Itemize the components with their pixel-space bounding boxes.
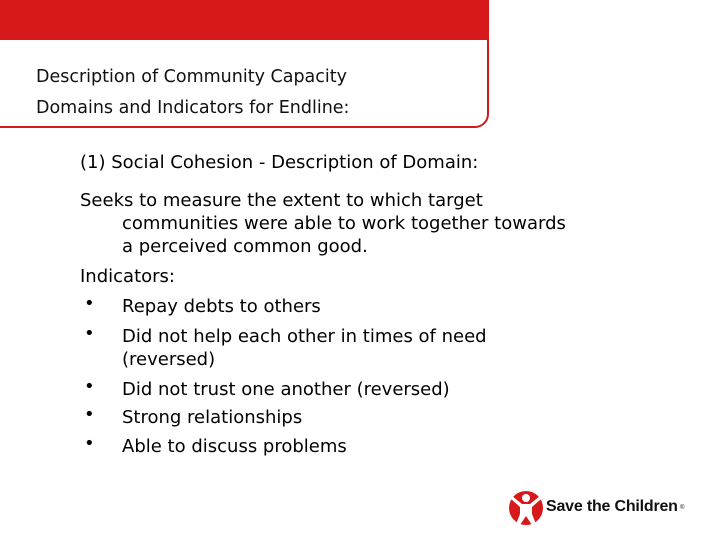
header-red-band <box>0 0 489 40</box>
indicator-2-continuation: (reversed) <box>122 349 216 370</box>
child-figure-icon <box>508 486 544 530</box>
bullet-icon: • <box>84 404 95 425</box>
description-line-2: communities were able to work together towards <box>122 213 566 234</box>
slide-title <box>36 62 349 124</box>
description-line-1: Seeks to measure the extent to which target <box>80 190 483 211</box>
slide-title-line-2: Domains and Indicators for Endline: <box>36 98 350 118</box>
indicator-4: Strong relationships <box>122 407 303 428</box>
bullet-icon: • <box>84 293 95 314</box>
bullet-icon: • <box>84 323 95 344</box>
bullet-icon: • <box>84 376 95 397</box>
indicator-3: Did not trust one another (reversed) <box>122 379 450 400</box>
description-line-3: a perceived common good. <box>122 236 368 257</box>
indicators-label: Indicators: <box>80 266 175 287</box>
indicator-2: Did not help each other in times of need <box>122 326 487 347</box>
save-the-children-logo <box>508 486 688 530</box>
indicator-1: Repay debts to others <box>122 296 321 317</box>
domain-heading: (1) Social Cohesion - Description of Domain: <box>80 152 479 173</box>
registered-mark: ® <box>680 505 685 511</box>
indicator-5: Able to discuss problems <box>122 436 347 457</box>
bullet-icon: • <box>84 433 95 454</box>
slide-title-line-1: Description of Community Capacity <box>36 67 347 87</box>
logo-wordmark: Save the Children <box>546 498 678 515</box>
